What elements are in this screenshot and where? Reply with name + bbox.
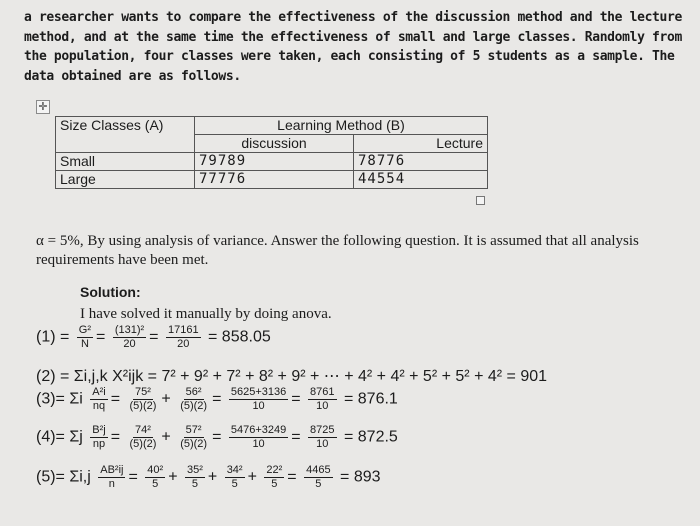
row-label: Large <box>56 171 195 189</box>
eq-label: (1) = <box>36 328 70 346</box>
instruction-text: α = 5%, By using analysis of variance. Answer the following question. It is assumed that all analysis requirements have been met. <box>36 233 639 268</box>
fraction: $\frac{\text{56²}}{(5)(2)}$ <box>180 386 208 412</box>
fraction: $\frac{8761}{10}$ <box>310 386 335 412</box>
equation-5: (5)= Σi,j $\frac{\text{AB²ij}}{n}$ = $\frac{\text{40²}}{5}$ + $\frac{\text{35²}}{5}$ + $\frac{\text{34²}}{5}$ + $\frac{\text{22²}}{5}$ = $\frac{4465}{5}$ = 893 <box>36 464 381 490</box>
fraction: $\frac{\text{B²j}}{np}$ <box>92 424 106 450</box>
cell-discussion: 77776 <box>195 171 354 189</box>
solution-title: Solution: <box>80 284 141 300</box>
fraction: $\frac{\text{(131)²}}{20}$ <box>114 324 145 350</box>
fraction: $\frac{\text{35²}}{5}$ <box>186 464 203 490</box>
equation-2: (2) = Σi,j,k X²ijk = 7² + 9² + 7² + 8² + 9² + ⋯ + 4² + 4² + 5² + 5² + 4² = 901 <box>36 368 548 385</box>
table-header-row <box>56 117 488 135</box>
equation-4: (4)= Σj $\frac{\text{B²j}}{np}$ = $\frac{\text{74²}}{(5)(2)}$ + $\frac{\text{57²}}{(5)(2)}$ = $\frac{5476+3249}{10}$ = $\frac{8725}{10}$ = 872.5 <box>36 424 398 450</box>
fraction: $\frac{5476+3249}{10}$ <box>230 424 287 450</box>
problem-statement: a researcher wants to compare the effectiveness of the discussion method and the lecture method, and at the same time the effectiveness of small and large classes. Randomly from the population, four classes were taken, each consisting of 5 students as a sample. The data obtained are as follows. <box>24 10 682 84</box>
eq-result: = 858.05 <box>208 328 271 346</box>
cell-lecture: 78776 <box>354 153 488 171</box>
header-lecture: Lecture <box>354 135 488 153</box>
table-resize-handle-icon[interactable] <box>476 196 485 205</box>
solution-subtitle: I have solved it manually by doing anova. <box>80 306 332 322</box>
fraction: $\frac{4465}{5}$ <box>306 464 331 490</box>
fraction: $\frac{8725}{10}$ <box>310 424 335 450</box>
row-label: Small <box>56 153 195 171</box>
fraction: $\frac{17161}{20}$ <box>167 324 199 350</box>
cell-lecture: 44554 <box>354 171 488 189</box>
eq-result: = 876.1 <box>343 390 398 408</box>
fraction: $\frac{\text{34²}}{5}$ <box>226 464 243 490</box>
table-row <box>56 171 488 189</box>
fraction: $\frac{\text{75²}}{(5)(2)}$ <box>129 386 157 412</box>
fraction: $\frac{\text{AB²ij}}{n}$ <box>100 464 124 490</box>
header-learning-method: Learning Method (B) <box>195 117 488 135</box>
fraction: $\frac{\text{22²}}{5}$ <box>266 464 283 490</box>
table-row <box>56 153 488 171</box>
equation-1: (1) = $\frac{\text{G²}}{N}$ = $\frac{\text{(131)²}}{20}$ = $\frac{17161}{20}$ = 858.05 <box>36 324 271 350</box>
eq-label: (3)= Σi <box>36 390 83 408</box>
fraction: $\frac{\text{57²}}{(5)(2)}$ <box>180 424 208 450</box>
data-table <box>55 116 488 189</box>
eq-label: (4)= Σj <box>36 428 83 446</box>
eq-label: (5)= Σi,j <box>36 468 91 486</box>
fraction: $\frac{\text{A²i}}{nq}$ <box>92 386 106 412</box>
fraction: $\frac{5625+3136}{10}$ <box>230 386 287 412</box>
eq-result: = 893 <box>340 468 381 486</box>
header-size-classes: Size Classes (A) <box>56 117 195 153</box>
cell-discussion: 79789 <box>195 153 354 171</box>
equation-3: (3)= Σi $\frac{\text{A²i}}{nq}$ = $\frac{\text{75²}}{(5)(2)}$ + $\frac{\text{56²}}{(5)(2)}$ = $\frac{5625+3136}{10}$ = $\frac{8761}{10}$ = 876.1 <box>36 386 398 412</box>
fraction: $\frac{\text{74²}}{(5)(2)}$ <box>129 424 157 450</box>
fraction: $\frac{\text{40²}}{5}$ <box>147 464 164 490</box>
eq-result: = 872.5 <box>343 428 398 446</box>
fraction: $\frac{\text{G²}}{N}$ <box>78 324 92 350</box>
header-discussion: discussion <box>195 135 354 153</box>
table-move-handle-icon[interactable]: ✛ <box>36 100 50 114</box>
